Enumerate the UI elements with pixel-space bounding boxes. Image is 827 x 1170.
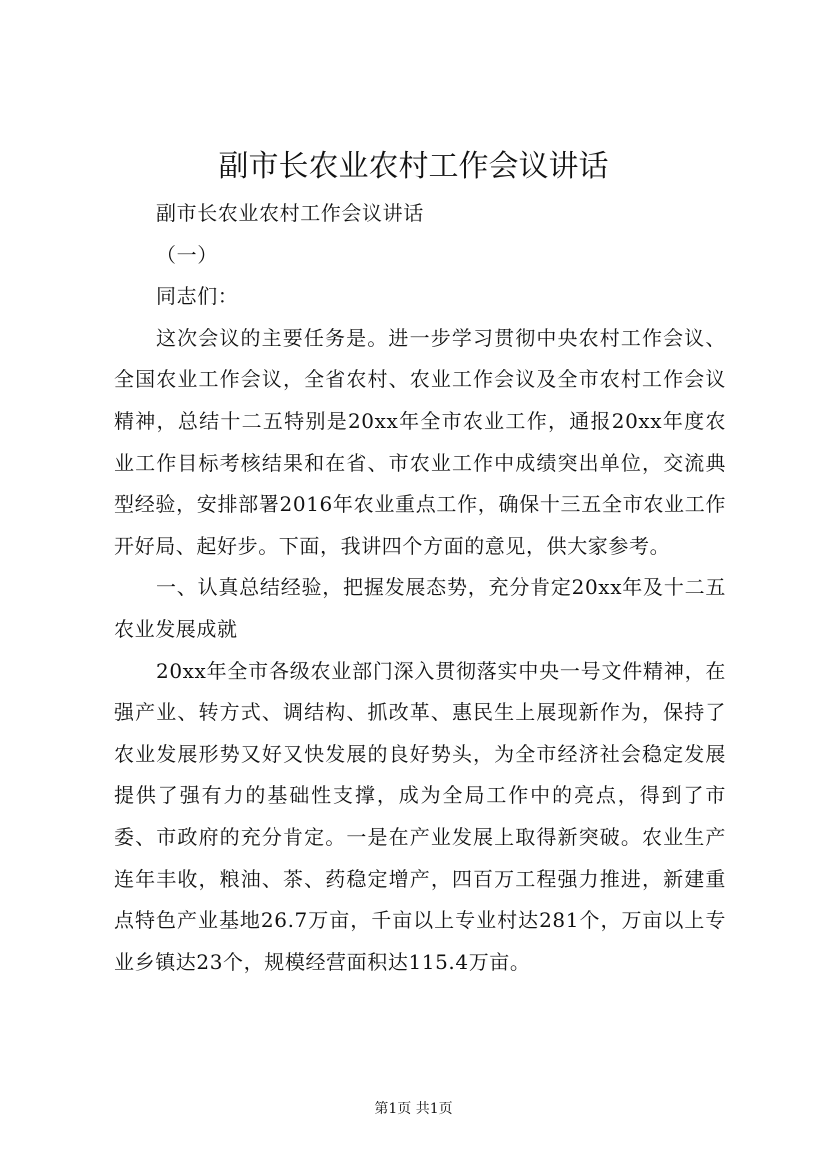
salutation-paragraph: 同志们： <box>156 284 239 309</box>
page-number-footer: 第1页 共1页 <box>374 1101 453 1117</box>
heading-paragraph: 一、认真总结经验，把握发展态势，充分肯定20xx年及十二五农业发展成就 <box>114 575 726 641</box>
subtitle-paragraph: 副市长农业农村工作会议讲话 <box>156 201 424 225</box>
section-number-paragraph: （一） <box>156 242 218 267</box>
document-title: 副市长农业农村工作会议讲话 <box>218 149 609 184</box>
document-body <box>114 193 726 983</box>
body-paragraph: 20xx年全市各级农业部门深入贯彻落实中央一号文件精神，在强产业、转方式、调结构、抓改革、惠民生上展现新作为，保持了农业发展形势又好又快发展的良好势头，为全市经济社会稳定发展提供了强有力的基础性支撑，成为全局工作中的亮点，得到了市委、市政府的充分肯定。一是在产业发展上取得新突破。农业生产连年丰收，粮油、茶、药稳定增产，四百万工程强力推进，新建重点特色产业基地26.7万亩，千亩以上专业村达281个，万亩以上专业乡镇达23个，规模经营面积达115.4万亩。 <box>114 658 726 974</box>
body-paragraph: 这次会议的主要任务是。进一步学习贯彻中央农村工作会议、全国农业工作会议，全省农村、农业工作会议及全市农村工作会议精神，总结十二五特别是20xx年全市农业工作，通报20xx年度农业工作目标考核结果和在省、市农业工作中成绩突出单位，交流典型经验，安排部署2016年农业重点工作，确保十三五全市农业工作开好局、起好步。下面，我讲四个方面的意见，供大家参考。 <box>114 325 726 558</box>
